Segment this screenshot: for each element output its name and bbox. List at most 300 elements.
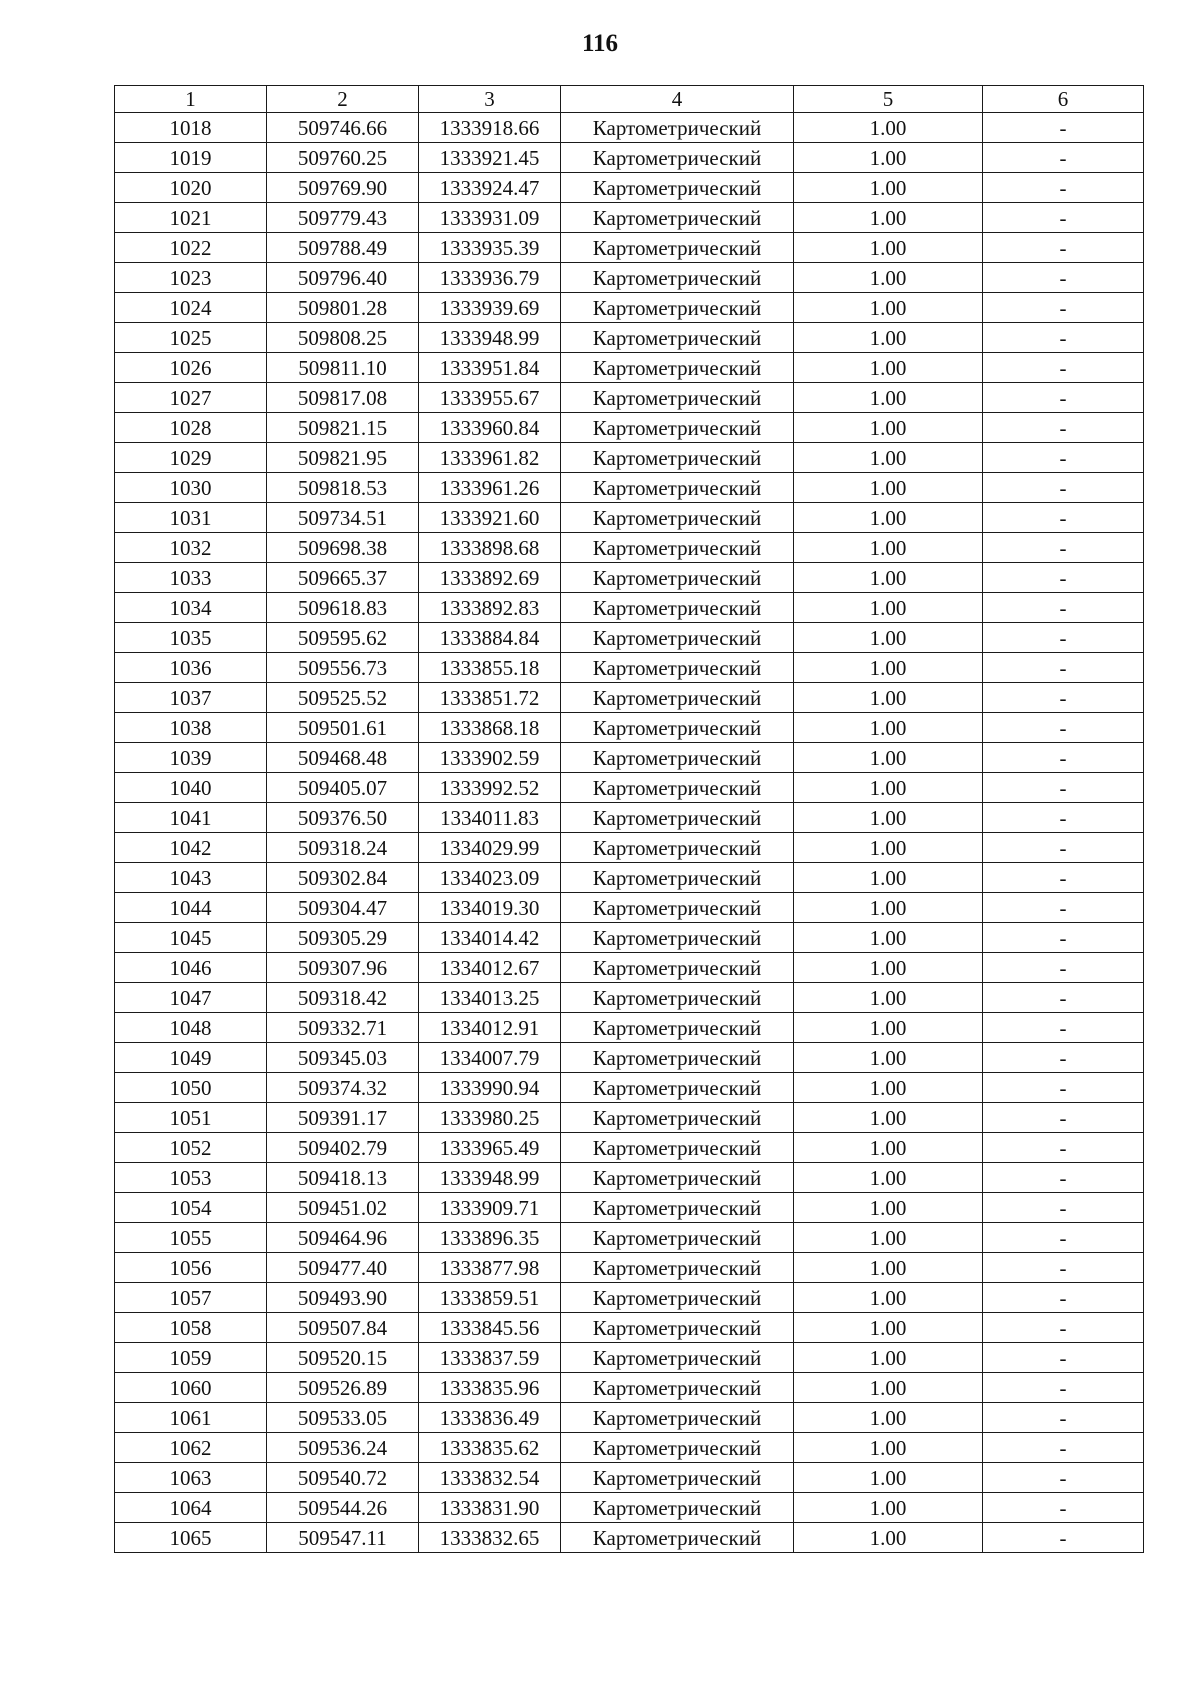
note-cell: - bbox=[983, 1403, 1144, 1433]
accuracy-cell: 1.00 bbox=[794, 1193, 983, 1223]
point-number-cell: 1040 bbox=[115, 773, 267, 803]
point-number-cell: 1027 bbox=[115, 383, 267, 413]
accuracy-cell: 1.00 bbox=[794, 1433, 983, 1463]
accuracy-cell: 1.00 bbox=[794, 713, 983, 743]
table-row bbox=[115, 173, 1144, 203]
x-coordinate-cell: 509477.40 bbox=[267, 1253, 419, 1283]
accuracy-cell: 1.00 bbox=[794, 563, 983, 593]
method-cell: Картометрический bbox=[561, 353, 794, 383]
accuracy-cell: 1.00 bbox=[794, 593, 983, 623]
point-number-cell: 1054 bbox=[115, 1193, 267, 1223]
table-row bbox=[115, 113, 1144, 143]
point-number-cell: 1043 bbox=[115, 863, 267, 893]
note-cell: - bbox=[983, 1463, 1144, 1493]
accuracy-cell: 1.00 bbox=[794, 923, 983, 953]
y-coordinate-cell: 1333931.09 bbox=[419, 203, 561, 233]
x-coordinate-cell: 509769.90 bbox=[267, 173, 419, 203]
x-coordinate-cell: 509746.66 bbox=[267, 113, 419, 143]
point-number-cell: 1048 bbox=[115, 1013, 267, 1043]
method-cell: Картометрический bbox=[561, 833, 794, 863]
table-header bbox=[115, 86, 1144, 113]
table-row bbox=[115, 1103, 1144, 1133]
x-coordinate-cell: 509501.61 bbox=[267, 713, 419, 743]
point-number-cell: 1028 bbox=[115, 413, 267, 443]
accuracy-cell: 1.00 bbox=[794, 1223, 983, 1253]
x-coordinate-cell: 509464.96 bbox=[267, 1223, 419, 1253]
note-cell: - bbox=[983, 1283, 1144, 1313]
method-cell: Картометрический bbox=[561, 263, 794, 293]
accuracy-cell: 1.00 bbox=[794, 1163, 983, 1193]
point-number-cell: 1023 bbox=[115, 263, 267, 293]
method-cell: Картометрический bbox=[561, 743, 794, 773]
point-number-cell: 1018 bbox=[115, 113, 267, 143]
method-cell: Картометрический bbox=[561, 1403, 794, 1433]
x-coordinate-cell: 509332.71 bbox=[267, 1013, 419, 1043]
point-number-cell: 1039 bbox=[115, 743, 267, 773]
table-row bbox=[115, 203, 1144, 233]
point-number-cell: 1055 bbox=[115, 1223, 267, 1253]
note-cell: - bbox=[983, 773, 1144, 803]
accuracy-cell: 1.00 bbox=[794, 1103, 983, 1133]
table-row bbox=[115, 833, 1144, 863]
x-coordinate-cell: 509811.10 bbox=[267, 353, 419, 383]
accuracy-cell: 1.00 bbox=[794, 833, 983, 863]
accuracy-cell: 1.00 bbox=[794, 233, 983, 263]
method-cell: Картометрический bbox=[561, 113, 794, 143]
y-coordinate-cell: 1333836.49 bbox=[419, 1403, 561, 1433]
method-cell: Картометрический bbox=[561, 713, 794, 743]
x-coordinate-cell: 509808.25 bbox=[267, 323, 419, 353]
x-coordinate-cell: 509520.15 bbox=[267, 1343, 419, 1373]
method-cell: Картометрический bbox=[561, 1523, 794, 1553]
y-coordinate-cell: 1333918.66 bbox=[419, 113, 561, 143]
y-coordinate-cell: 1333892.83 bbox=[419, 593, 561, 623]
y-coordinate-cell: 1333909.71 bbox=[419, 1193, 561, 1223]
point-number-cell: 1056 bbox=[115, 1253, 267, 1283]
method-cell: Картометрический bbox=[561, 893, 794, 923]
x-coordinate-cell: 509618.83 bbox=[267, 593, 419, 623]
table-row bbox=[115, 1013, 1144, 1043]
accuracy-cell: 1.00 bbox=[794, 623, 983, 653]
point-number-cell: 1033 bbox=[115, 563, 267, 593]
note-cell: - bbox=[983, 863, 1144, 893]
point-number-cell: 1058 bbox=[115, 1313, 267, 1343]
point-number-cell: 1030 bbox=[115, 473, 267, 503]
point-number-cell: 1046 bbox=[115, 953, 267, 983]
accuracy-cell: 1.00 bbox=[794, 683, 983, 713]
x-coordinate-cell: 509533.05 bbox=[267, 1403, 419, 1433]
page-number: 116 bbox=[581, 30, 619, 57]
table-row bbox=[115, 1163, 1144, 1193]
table-row bbox=[115, 533, 1144, 563]
table-row bbox=[115, 1043, 1144, 1073]
y-coordinate-cell: 1334007.79 bbox=[419, 1043, 561, 1073]
y-coordinate-cell: 1333831.90 bbox=[419, 1493, 561, 1523]
accuracy-cell: 1.00 bbox=[794, 443, 983, 473]
table-row bbox=[115, 1193, 1144, 1223]
method-cell: Картометрический bbox=[561, 1133, 794, 1163]
y-coordinate-cell: 1333939.69 bbox=[419, 293, 561, 323]
x-coordinate-cell: 509345.03 bbox=[267, 1043, 419, 1073]
table-row bbox=[115, 803, 1144, 833]
accuracy-cell: 1.00 bbox=[794, 1343, 983, 1373]
x-coordinate-cell: 509318.42 bbox=[267, 983, 419, 1013]
x-coordinate-cell: 509760.25 bbox=[267, 143, 419, 173]
accuracy-cell: 1.00 bbox=[794, 263, 983, 293]
table-row bbox=[115, 1463, 1144, 1493]
table-row bbox=[115, 893, 1144, 923]
table-row bbox=[115, 473, 1144, 503]
table-row bbox=[115, 743, 1144, 773]
x-coordinate-cell: 509779.43 bbox=[267, 203, 419, 233]
method-cell: Картометрический bbox=[561, 983, 794, 1013]
x-coordinate-cell: 509821.15 bbox=[267, 413, 419, 443]
x-coordinate-cell: 509556.73 bbox=[267, 653, 419, 683]
method-cell: Картометрический bbox=[561, 203, 794, 233]
accuracy-cell: 1.00 bbox=[794, 1403, 983, 1433]
note-cell: - bbox=[983, 653, 1144, 683]
accuracy-cell: 1.00 bbox=[794, 863, 983, 893]
y-coordinate-cell: 1333835.96 bbox=[419, 1373, 561, 1403]
point-number-cell: 1038 bbox=[115, 713, 267, 743]
accuracy-cell: 1.00 bbox=[794, 143, 983, 173]
method-cell: Картометрический bbox=[561, 293, 794, 323]
point-number-cell: 1041 bbox=[115, 803, 267, 833]
note-cell: - bbox=[983, 1103, 1144, 1133]
accuracy-cell: 1.00 bbox=[794, 983, 983, 1013]
x-coordinate-cell: 509376.50 bbox=[267, 803, 419, 833]
note-cell: - bbox=[983, 893, 1144, 923]
y-coordinate-cell: 1333902.59 bbox=[419, 743, 561, 773]
accuracy-cell: 1.00 bbox=[794, 773, 983, 803]
x-coordinate-cell: 509788.49 bbox=[267, 233, 419, 263]
method-cell: Картометрический bbox=[561, 1313, 794, 1343]
note-cell: - bbox=[983, 623, 1144, 653]
accuracy-cell: 1.00 bbox=[794, 503, 983, 533]
y-coordinate-cell: 1333948.99 bbox=[419, 323, 561, 353]
note-cell: - bbox=[983, 563, 1144, 593]
table-row bbox=[115, 1433, 1144, 1463]
table-row bbox=[115, 563, 1144, 593]
accuracy-cell: 1.00 bbox=[794, 953, 983, 983]
point-number-cell: 1050 bbox=[115, 1073, 267, 1103]
table-row bbox=[115, 713, 1144, 743]
x-coordinate-cell: 509468.48 bbox=[267, 743, 419, 773]
accuracy-cell: 1.00 bbox=[794, 413, 983, 443]
point-number-cell: 1022 bbox=[115, 233, 267, 263]
note-cell: - bbox=[983, 743, 1144, 773]
x-coordinate-cell: 509536.24 bbox=[267, 1433, 419, 1463]
x-coordinate-cell: 509451.02 bbox=[267, 1193, 419, 1223]
note-cell: - bbox=[983, 593, 1144, 623]
point-number-cell: 1051 bbox=[115, 1103, 267, 1133]
x-coordinate-cell: 509304.47 bbox=[267, 893, 419, 923]
y-coordinate-cell: 1334013.25 bbox=[419, 983, 561, 1013]
table-row bbox=[115, 323, 1144, 353]
note-cell: - bbox=[983, 803, 1144, 833]
point-number-cell: 1024 bbox=[115, 293, 267, 323]
method-cell: Картометрический bbox=[561, 1253, 794, 1283]
method-cell: Картометрический bbox=[561, 1223, 794, 1253]
note-cell: - bbox=[983, 173, 1144, 203]
note-cell: - bbox=[983, 383, 1144, 413]
point-number-cell: 1019 bbox=[115, 143, 267, 173]
note-cell: - bbox=[983, 143, 1144, 173]
table-row bbox=[115, 413, 1144, 443]
method-cell: Картометрический bbox=[561, 533, 794, 563]
table-row bbox=[115, 503, 1144, 533]
accuracy-cell: 1.00 bbox=[794, 653, 983, 683]
x-coordinate-cell: 509818.53 bbox=[267, 473, 419, 503]
y-coordinate-cell: 1334019.30 bbox=[419, 893, 561, 923]
table-row bbox=[115, 1523, 1144, 1553]
column-header-5: 5 bbox=[794, 86, 983, 113]
y-coordinate-cell: 1334011.83 bbox=[419, 803, 561, 833]
table-row bbox=[115, 983, 1144, 1013]
accuracy-cell: 1.00 bbox=[794, 173, 983, 203]
table-row bbox=[115, 1373, 1144, 1403]
note-cell: - bbox=[983, 1343, 1144, 1373]
point-number-cell: 1042 bbox=[115, 833, 267, 863]
y-coordinate-cell: 1333832.65 bbox=[419, 1523, 561, 1553]
note-cell: - bbox=[983, 683, 1144, 713]
accuracy-cell: 1.00 bbox=[794, 743, 983, 773]
accuracy-cell: 1.00 bbox=[794, 1463, 983, 1493]
point-number-cell: 1057 bbox=[115, 1283, 267, 1313]
table-row bbox=[115, 953, 1144, 983]
note-cell: - bbox=[983, 263, 1144, 293]
point-number-cell: 1029 bbox=[115, 443, 267, 473]
table-row bbox=[115, 443, 1144, 473]
table-row bbox=[115, 1133, 1144, 1163]
method-cell: Картометрический bbox=[561, 623, 794, 653]
y-coordinate-cell: 1333837.59 bbox=[419, 1343, 561, 1373]
point-number-cell: 1061 bbox=[115, 1403, 267, 1433]
accuracy-cell: 1.00 bbox=[794, 113, 983, 143]
table-row bbox=[115, 143, 1144, 173]
table-row bbox=[115, 1313, 1144, 1343]
note-cell: - bbox=[983, 1433, 1144, 1463]
y-coordinate-cell: 1334012.91 bbox=[419, 1013, 561, 1043]
method-cell: Картометрический bbox=[561, 1463, 794, 1493]
x-coordinate-cell: 509698.38 bbox=[267, 533, 419, 563]
y-coordinate-cell: 1333960.84 bbox=[419, 413, 561, 443]
accuracy-cell: 1.00 bbox=[794, 383, 983, 413]
table-body bbox=[115, 113, 1144, 1553]
table-row bbox=[115, 353, 1144, 383]
point-number-cell: 1031 bbox=[115, 503, 267, 533]
table-row bbox=[115, 293, 1144, 323]
x-coordinate-cell: 509801.28 bbox=[267, 293, 419, 323]
y-coordinate-cell: 1333961.82 bbox=[419, 443, 561, 473]
y-coordinate-cell: 1333936.79 bbox=[419, 263, 561, 293]
point-number-cell: 1062 bbox=[115, 1433, 267, 1463]
note-cell: - bbox=[983, 1373, 1144, 1403]
note-cell: - bbox=[983, 353, 1144, 383]
x-coordinate-cell: 509307.96 bbox=[267, 953, 419, 983]
point-number-cell: 1052 bbox=[115, 1133, 267, 1163]
table-row bbox=[115, 1073, 1144, 1103]
y-coordinate-cell: 1333884.84 bbox=[419, 623, 561, 653]
x-coordinate-cell: 509318.24 bbox=[267, 833, 419, 863]
method-cell: Картометрический bbox=[561, 1373, 794, 1403]
note-cell: - bbox=[983, 1133, 1144, 1163]
method-cell: Картометрический bbox=[561, 863, 794, 893]
point-number-cell: 1034 bbox=[115, 593, 267, 623]
note-cell: - bbox=[983, 1193, 1144, 1223]
accuracy-cell: 1.00 bbox=[794, 1043, 983, 1073]
x-coordinate-cell: 509305.29 bbox=[267, 923, 419, 953]
note-cell: - bbox=[983, 1313, 1144, 1343]
method-cell: Картометрический bbox=[561, 1343, 794, 1373]
x-coordinate-cell: 509796.40 bbox=[267, 263, 419, 293]
y-coordinate-cell: 1333948.99 bbox=[419, 1163, 561, 1193]
accuracy-cell: 1.00 bbox=[794, 893, 983, 923]
y-coordinate-cell: 1333921.60 bbox=[419, 503, 561, 533]
note-cell: - bbox=[983, 1223, 1144, 1253]
table-row bbox=[115, 1493, 1144, 1523]
y-coordinate-cell: 1333896.35 bbox=[419, 1223, 561, 1253]
y-coordinate-cell: 1334012.67 bbox=[419, 953, 561, 983]
accuracy-cell: 1.00 bbox=[794, 1373, 983, 1403]
accuracy-cell: 1.00 bbox=[794, 1313, 983, 1343]
note-cell: - bbox=[983, 1493, 1144, 1523]
x-coordinate-cell: 509507.84 bbox=[267, 1313, 419, 1343]
method-cell: Картометрический bbox=[561, 413, 794, 443]
method-cell: Картометрический bbox=[561, 1073, 794, 1103]
accuracy-cell: 1.00 bbox=[794, 1283, 983, 1313]
method-cell: Картометрический bbox=[561, 923, 794, 953]
y-coordinate-cell: 1333892.69 bbox=[419, 563, 561, 593]
x-coordinate-cell: 509402.79 bbox=[267, 1133, 419, 1163]
y-coordinate-cell: 1333935.39 bbox=[419, 233, 561, 263]
y-coordinate-cell: 1333924.47 bbox=[419, 173, 561, 203]
point-number-cell: 1060 bbox=[115, 1373, 267, 1403]
point-number-cell: 1065 bbox=[115, 1523, 267, 1553]
y-coordinate-cell: 1333961.26 bbox=[419, 473, 561, 503]
point-number-cell: 1032 bbox=[115, 533, 267, 563]
note-cell: - bbox=[983, 1043, 1144, 1073]
x-coordinate-cell: 509526.89 bbox=[267, 1373, 419, 1403]
method-cell: Картометрический bbox=[561, 1103, 794, 1133]
y-coordinate-cell: 1333980.25 bbox=[419, 1103, 561, 1133]
table-row bbox=[115, 653, 1144, 683]
x-coordinate-cell: 509418.13 bbox=[267, 1163, 419, 1193]
method-cell: Картометрический bbox=[561, 593, 794, 623]
point-number-cell: 1059 bbox=[115, 1343, 267, 1373]
note-cell: - bbox=[983, 413, 1144, 443]
method-cell: Картометрический bbox=[561, 1433, 794, 1463]
point-number-cell: 1026 bbox=[115, 353, 267, 383]
table-row bbox=[115, 593, 1144, 623]
point-number-cell: 1036 bbox=[115, 653, 267, 683]
note-cell: - bbox=[983, 1073, 1144, 1103]
x-coordinate-cell: 509544.26 bbox=[267, 1493, 419, 1523]
column-header-6: 6 bbox=[983, 86, 1144, 113]
accuracy-cell: 1.00 bbox=[794, 1073, 983, 1103]
method-cell: Картометрический bbox=[561, 1013, 794, 1043]
point-number-cell: 1053 bbox=[115, 1163, 267, 1193]
y-coordinate-cell: 1334014.42 bbox=[419, 923, 561, 953]
point-number-cell: 1025 bbox=[115, 323, 267, 353]
note-cell: - bbox=[983, 923, 1144, 953]
method-cell: Картометрический bbox=[561, 803, 794, 833]
accuracy-cell: 1.00 bbox=[794, 1253, 983, 1283]
accuracy-cell: 1.00 bbox=[794, 533, 983, 563]
table-row bbox=[115, 923, 1144, 953]
x-coordinate-cell: 509547.11 bbox=[267, 1523, 419, 1553]
method-cell: Картометрический bbox=[561, 1043, 794, 1073]
point-number-cell: 1035 bbox=[115, 623, 267, 653]
method-cell: Картометрический bbox=[561, 563, 794, 593]
method-cell: Картометрический bbox=[561, 953, 794, 983]
table-row bbox=[115, 863, 1144, 893]
note-cell: - bbox=[983, 233, 1144, 263]
note-cell: - bbox=[983, 983, 1144, 1013]
column-header-2: 2 bbox=[267, 86, 419, 113]
accuracy-cell: 1.00 bbox=[794, 1523, 983, 1553]
y-coordinate-cell: 1333868.18 bbox=[419, 713, 561, 743]
table-row bbox=[115, 383, 1144, 413]
table-row bbox=[115, 1403, 1144, 1433]
x-coordinate-cell: 509595.62 bbox=[267, 623, 419, 653]
y-coordinate-cell: 1333921.45 bbox=[419, 143, 561, 173]
accuracy-cell: 1.00 bbox=[794, 293, 983, 323]
y-coordinate-cell: 1333877.98 bbox=[419, 1253, 561, 1283]
table-row bbox=[115, 1283, 1144, 1313]
point-number-cell: 1044 bbox=[115, 893, 267, 923]
accuracy-cell: 1.00 bbox=[794, 1013, 983, 1043]
note-cell: - bbox=[983, 713, 1144, 743]
point-number-cell: 1045 bbox=[115, 923, 267, 953]
note-cell: - bbox=[983, 473, 1144, 503]
note-cell: - bbox=[983, 953, 1144, 983]
table-row bbox=[115, 623, 1144, 653]
accuracy-cell: 1.00 bbox=[794, 323, 983, 353]
method-cell: Картометрический bbox=[561, 1193, 794, 1223]
x-coordinate-cell: 509391.17 bbox=[267, 1103, 419, 1133]
y-coordinate-cell: 1333951.84 bbox=[419, 353, 561, 383]
method-cell: Картометрический bbox=[561, 503, 794, 533]
accuracy-cell: 1.00 bbox=[794, 1493, 983, 1523]
note-cell: - bbox=[983, 833, 1144, 863]
column-header-3: 3 bbox=[419, 86, 561, 113]
x-coordinate-cell: 509525.52 bbox=[267, 683, 419, 713]
point-number-cell: 1063 bbox=[115, 1463, 267, 1493]
method-cell: Картометрический bbox=[561, 683, 794, 713]
y-coordinate-cell: 1333845.56 bbox=[419, 1313, 561, 1343]
x-coordinate-cell: 509821.95 bbox=[267, 443, 419, 473]
point-number-cell: 1049 bbox=[115, 1043, 267, 1073]
note-cell: - bbox=[983, 533, 1144, 563]
note-cell: - bbox=[983, 1253, 1144, 1283]
y-coordinate-cell: 1333859.51 bbox=[419, 1283, 561, 1313]
method-cell: Картометрический bbox=[561, 383, 794, 413]
x-coordinate-cell: 509665.37 bbox=[267, 563, 419, 593]
y-coordinate-cell: 1333851.72 bbox=[419, 683, 561, 713]
y-coordinate-cell: 1333992.52 bbox=[419, 773, 561, 803]
y-coordinate-cell: 1334023.09 bbox=[419, 863, 561, 893]
table-row bbox=[115, 263, 1144, 293]
note-cell: - bbox=[983, 203, 1144, 233]
note-cell: - bbox=[983, 113, 1144, 143]
method-cell: Картометрический bbox=[561, 443, 794, 473]
accuracy-cell: 1.00 bbox=[794, 1133, 983, 1163]
method-cell: Картометрический bbox=[561, 1283, 794, 1313]
x-coordinate-cell: 509405.07 bbox=[267, 773, 419, 803]
x-coordinate-cell: 509302.84 bbox=[267, 863, 419, 893]
x-coordinate-cell: 509734.51 bbox=[267, 503, 419, 533]
